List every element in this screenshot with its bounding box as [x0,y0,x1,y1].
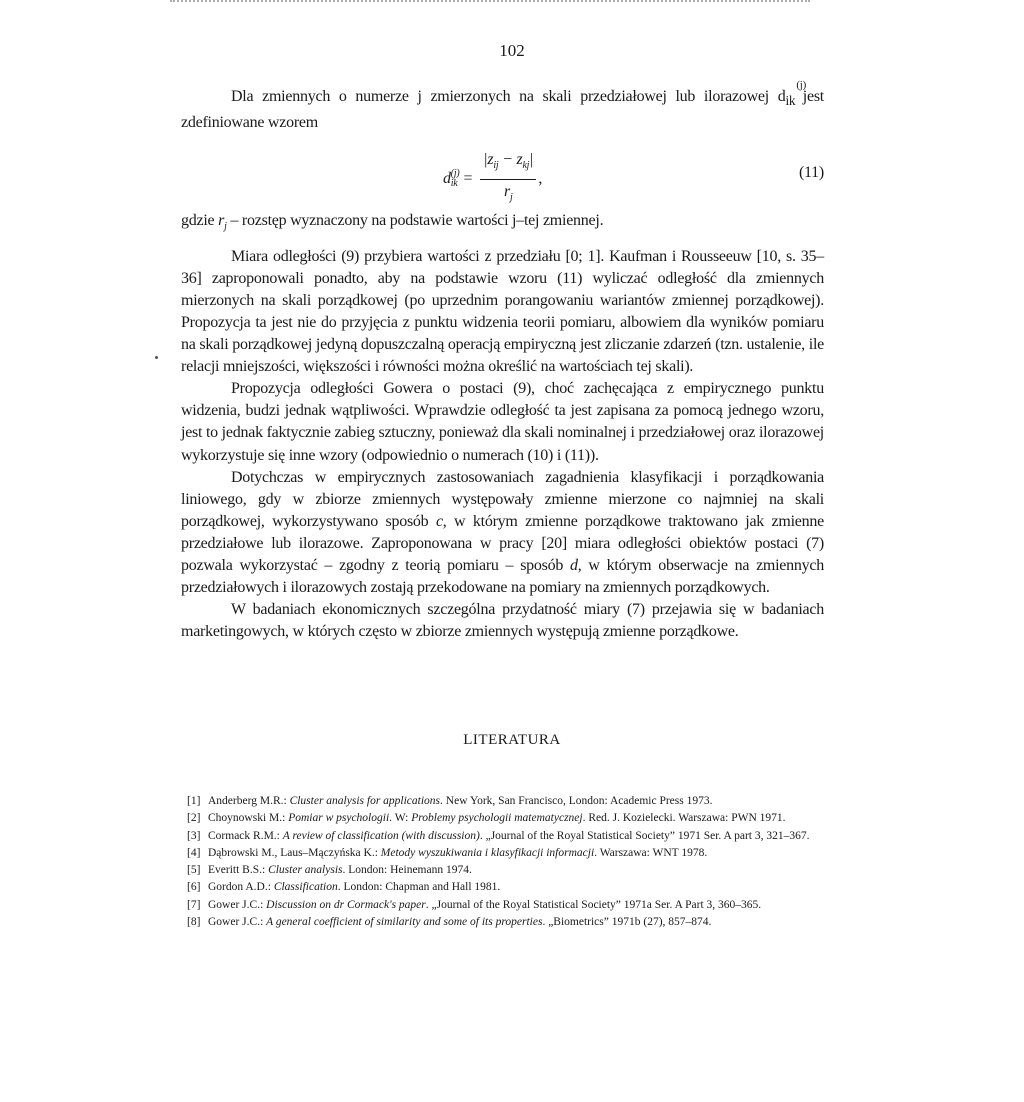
applications-pre: Dotychczas w empirycznych zastosowaniach zagadnienia klasyfikacji i porządkowania liniowego, gdy w zbiorze zmiennych występowały zmienne mierzone co najmniej na skali porządkowej, wykorzystywano sposób [181,468,824,530]
reference-rest: . W: [389,812,412,825]
reference-text [208,897,827,914]
reference-title: A review of classification (with discussion) [282,829,480,842]
where-pre: gdzie [181,212,219,230]
reference-rest2: . Red. J. Kozielecki. Warszawa: PWN 1971. [582,812,786,825]
reference-author: Gower J.C.: [208,916,267,929]
where-var: r [218,212,225,230]
reference-rest: . „Journal of the Royal Statistical Society” 1971 Ser. A part 3, 321–367. [479,829,810,842]
reference-item [187,862,827,879]
reference-title: A general coefficient of similarity and some of its properties [266,916,543,929]
applications-post: , w którym obserwacje na zmiennych przedziałowych i ilorazowych zostają przekodowane na pomiary na zmiennych porządkowych. [181,556,825,597]
den-base: r [504,182,510,200]
where-post: – rozstęp wyznaczony na podstawie wartości j–tej zmiennej. [226,212,604,230]
fraction-numerator [480,149,536,179]
reference-rest: . London: Heinemann 1974. [342,864,472,877]
reference-number: [4] [187,846,201,859]
reference-author: Choynowski M.: [208,812,289,825]
formula-lhs-base: d [443,170,451,188]
num-part-1: |z [483,151,494,169]
intro-text: Dla zmiennych o numerze j zmierzonych na skali przedziałowej lub ilorazowej d [231,88,786,105]
reference-text [208,845,827,862]
applications-mid: , w którym zmienne porządkowe traktowano jak zmienne przedziałowe lub ilorazowe. Zaproponowana w pracy [20] miara odległości obiektów postaci (7) pozwala wykorzystać – zgodny z teorią pomiaru – sposób [181,512,824,574]
num-part-3: | [529,151,534,169]
reference-title: Metody wyszukiwania i klasyfikacji informacji [380,846,595,859]
reference-title: Cluster analysis [268,864,343,877]
den-sub: j [510,191,513,203]
reference-number: [2] [187,812,201,825]
reference-item [187,914,827,931]
reference-item [187,845,827,862]
literature-heading: LITERATURA [463,732,561,748]
reference-item [187,810,827,827]
num-sub-1: ij [493,160,499,172]
reference-author: Dąbrowski M., Laus–Mączyńska K.: [208,846,381,859]
paragraph-where [181,210,824,238]
formula-lhs-sub: ik [450,178,458,190]
paragraph-gower: Propozycja odległości Gowera o postaci (9), choć zachęcająca z empirycznego punktu widzenia, budzi jednak wątpliwości. Wprawdzie odległość ta jest zapisana za pomocą jednego wzoru, jest to jednak faktycznie zabieg sztuczny, ponieważ dla skali nominalnej i przedziałowej oraz ilorazowej wykorzystuje się inne wzory (odpowiednio o numerach (10) i (11)). [181,380,824,464]
intro-subscript: ik [785,93,796,109]
reference-author: Anderberg M.R.: [208,795,290,807]
applications-var-c: c [435,512,443,530]
reference-text [208,793,827,810]
reference-text [208,828,827,845]
reference-number: [8] [187,916,201,929]
reference-text [208,862,827,879]
paragraph-marketing: W badaniach ekonomicznych szczególna przydatność miary (7) przejawia się w badaniach marketingowych, w których często w zbiorze zmiennych występują zmienne porządkowe. [181,601,824,641]
equals-sign: = [463,170,473,188]
page-number: 102 [499,41,525,60]
formula-lhs [443,168,459,190]
reference-item [187,879,827,896]
scan-edge-artifact [170,0,810,6]
intro-tail: jest zdefiniowane wzorem [181,88,824,132]
reference-author: Gordon A.D.: [208,881,274,894]
reference-number: [7] [187,898,201,911]
num-sub-2: kj [522,160,530,172]
reference-rest: . Warszawa: WNT 1978. [594,846,708,859]
formula [443,149,542,209]
reference-author: Gower J.C.: [208,898,267,911]
paragraph-applications [181,467,824,600]
reference-title: Pomiar w psychologii [288,812,390,825]
reference-item [187,793,827,810]
body-text [181,79,825,643]
reference-title: Cluster analysis for applications [289,795,441,807]
reference-item [187,828,827,845]
fraction-denominator [504,180,513,209]
reference-rest: . New York, San Francisco, London: Academic Press 1973. [440,795,713,807]
reference-title: Discussion on dr Cormack's paper [266,898,426,911]
fraction [480,149,536,209]
reference-title: Classification [273,881,338,894]
reference-text [208,914,827,931]
reference-number: [5] [187,864,201,877]
reference-number: [6] [187,881,201,894]
reference-rest: . London: Chapman and Hall 1981. [337,881,501,894]
reference-item [187,897,827,914]
paragraph-intro [181,79,824,134]
reference-text [208,810,827,827]
applications-var-d: d [570,556,578,574]
scan-speck [155,356,158,359]
reference-author: Everitt B.S.: [208,864,269,877]
equation-number: (11) [798,164,824,182]
reference-number: [3] [187,829,201,842]
reference-number: [1] [187,795,201,807]
formula-lhs-sup: (j) [450,168,460,180]
where-var-sub: j [224,221,227,233]
reference-title2: Problemy psychologii matematycznej [411,812,583,825]
intro-superscript: (j) [796,79,806,91]
formula-comma: , [538,170,543,188]
equation-11 [181,143,824,203]
reference-author: Cormack R.M.: [208,829,283,842]
spacer [181,239,824,246]
reference-rest: . „Journal of the Royal Statistical Society” 1971a Ser. A Part 3, 360–365. [425,898,762,911]
reference-rest: . „Biometrics” 1971b (27), 857–874. [542,916,712,929]
paragraph-measure: Miara odległości (9) przybiera wartości z przedziału [0; 1]. Kaufman i Rousseeuw [10, s. 35–36] zaproponowali ponadto, aby na podstawie wzoru (11) wyliczać odległość dla zmiennych mierzonych na skali porządkowej (po uprzednim porangowaniu wariantów zmiennej porządkowej). Propozycja ta jest nie do przyjęcia z punktu widzenia teorii pomiaru, albowiem dla wyników pomiaru na skali porządkowej jedyną dopuszczalną operacją empiryczną jest zliczanie zdarzeń (tzn. ustalenie, ile relacji mniejszości, większości i równości można określić na wartościach tej skali). [181,247,824,376]
reference-text [208,879,827,896]
reference-list [187,793,827,931]
num-part-2: − z [498,151,523,169]
